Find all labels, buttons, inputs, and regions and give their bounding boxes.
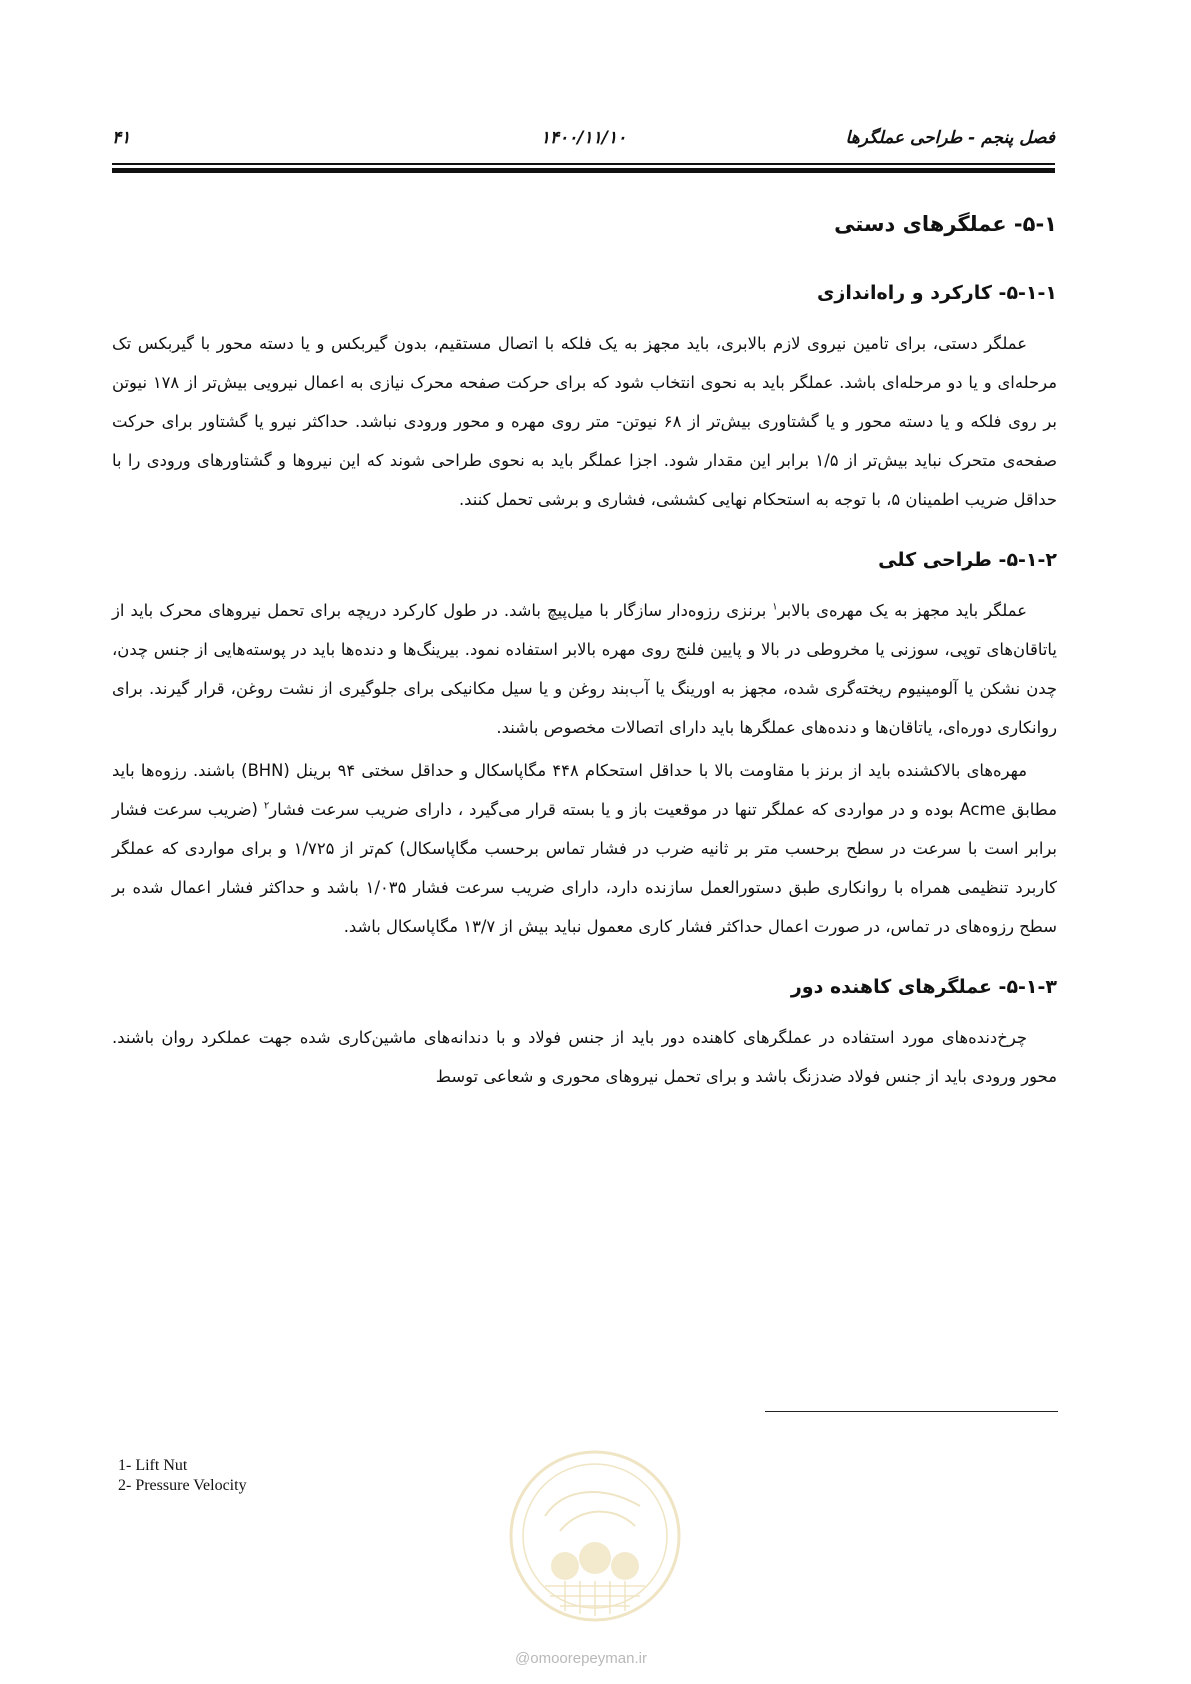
footnote-ref: ۲	[263, 800, 270, 812]
footnote-ref: ۱	[772, 601, 778, 613]
subsection-heading: ۵-۱-۲- طراحی کلی	[878, 549, 1057, 571]
footnotes	[118, 1456, 247, 1496]
footnote-1: 1- Lift Nut	[118, 1457, 188, 1474]
chapter-title: فصل پنجم - طراحی عملگرها	[845, 128, 1055, 148]
header-rule-thin	[112, 163, 1055, 165]
paragraph: عملگر باید مجهز به یک مهره‌ی بالابر$^۱$ برنزی رزوه‌دار سازگار با میل‌پیچ باشد. در طول کارکرد دریچه برای تحمل نیروهای محرک باید از یاتاقان‌های توپی، سوزنی یا مخروطی در بالا و پایین فلنج روی مهره بالابر استفاده نمود. بیرینگ‌ها و دنده‌ها باید در پوسته‌هایی از جنس چدن، چدن نشکن یا آلومینیوم ریخته‌گری شده، مجهز به اورینگ یا آب‌بند روغن و یا سیل مکانیکی برای جلوگیری از نشت روغن، قرار گیرند. برای روانکاری دوره‌ای، یاتاقان‌ها و دنده‌های عملگرها باید دارای اتصالات مخصوص باشند.	[112, 601, 1057, 737]
paragraph: عملگر دستی، برای تامین نیروی لازم بالابری، باید مجهز به یک فلکه با اتصال مستقیم، بدون گیربکس و یا دسته محور با گیربکس تک مرحله‌ای و یا دو مرحله‌ای باشد. عملگر باید به نحوی انتخاب شود که برای حرکت صفحه محرک نیازی به اعمال نیرویی بیش‌تر از ۱۷۸ نیوتن بر روی فلکه و یا دسته محور و یا گشتاوری بیش‌تر از ۶۸ نیوتن- متر روی مهره و محور ورودی نباشد. حداکثر نیرو یا گشتاور برای حرکت صفحه‌ی متحرک نباید بیش‌تر از ۱/۵ برابر این مقدار شود. اجزا عملگر باید به نحوی طراحی شوند که این نیروها و گشتاورهای ورودی را با حداقل ضریب اطمینان ۵، با توجه به استحکام نهایی کششی، فشاری و برشی تحمل کنند.	[112, 334, 1057, 509]
subsection-heading: ۵-۱-۱- کارکرد و راه‌اندازی	[817, 282, 1057, 304]
section-heading: ۵-۱- عملگرهای دستی	[834, 212, 1057, 236]
page-header	[112, 128, 1055, 154]
paragraph: چرخ‌دنده‌های مورد استفاده در عملگرهای کاهنده دور باید از جنس فولاد و با دندانه‌های ماشین‌کاری شده جهت عملکرد روان باشند. محور ورودی باید از جنس فولاد ضدزنگ باشد و برای تحمل نیروهای محوری و شعاعی توسط	[112, 1028, 1057, 1086]
header-date: ۱۴۰۰/۱۱/۱۰	[540, 128, 627, 148]
watermark-logo	[505, 1446, 685, 1626]
footnote-2: 2- Pressure Velocity	[118, 1477, 247, 1494]
watermark-url: @omoorepeyman.ir	[515, 1650, 647, 1667]
header-rule-thick	[112, 168, 1055, 173]
page-number: ۴۱	[112, 128, 131, 148]
footnote-separator	[765, 1411, 1058, 1412]
page-content	[112, 208, 1057, 1110]
subsection-heading: ۵-۱-۳- عملگرهای کاهنده دور	[790, 976, 1057, 998]
paragraph: مهره‌های بالاکشنده باید از برنز با مقاومت بالا با حداقل استحکام ۴۴۸ مگاپاسکال و حداقل سختی ۹۴ برینل (BHN) باشند. رزوه‌ها باید مطابق Acme بوده و در مواردی که عملگر تنها در موقعیت باز و یا بسته قرار می‌گیرد ، دارای ضریب سرعت فشار$^۲$ (ضریب سرعت فشار برابر است با سرعت در سطح برحسب متر بر ثانیه ضرب در فشار تماس برحسب مگاپاسکال) کم‌تر از ۱/۷۲۵ و برای مواردی که عملگر کاربرد تنظیمی همراه با روانکاری طبق دستورالعمل سازنده دارد، دارای ضریب سرعت فشار ۱/۰۳۵ باشد و حداکثر فشار اعمال شده بر سطح رزوه‌های در تماس، در صورت اعمال حداکثر فشار کاری معمول نباید بیش از ۱۳/۷ مگاپاسکال باشد.	[112, 761, 1057, 936]
